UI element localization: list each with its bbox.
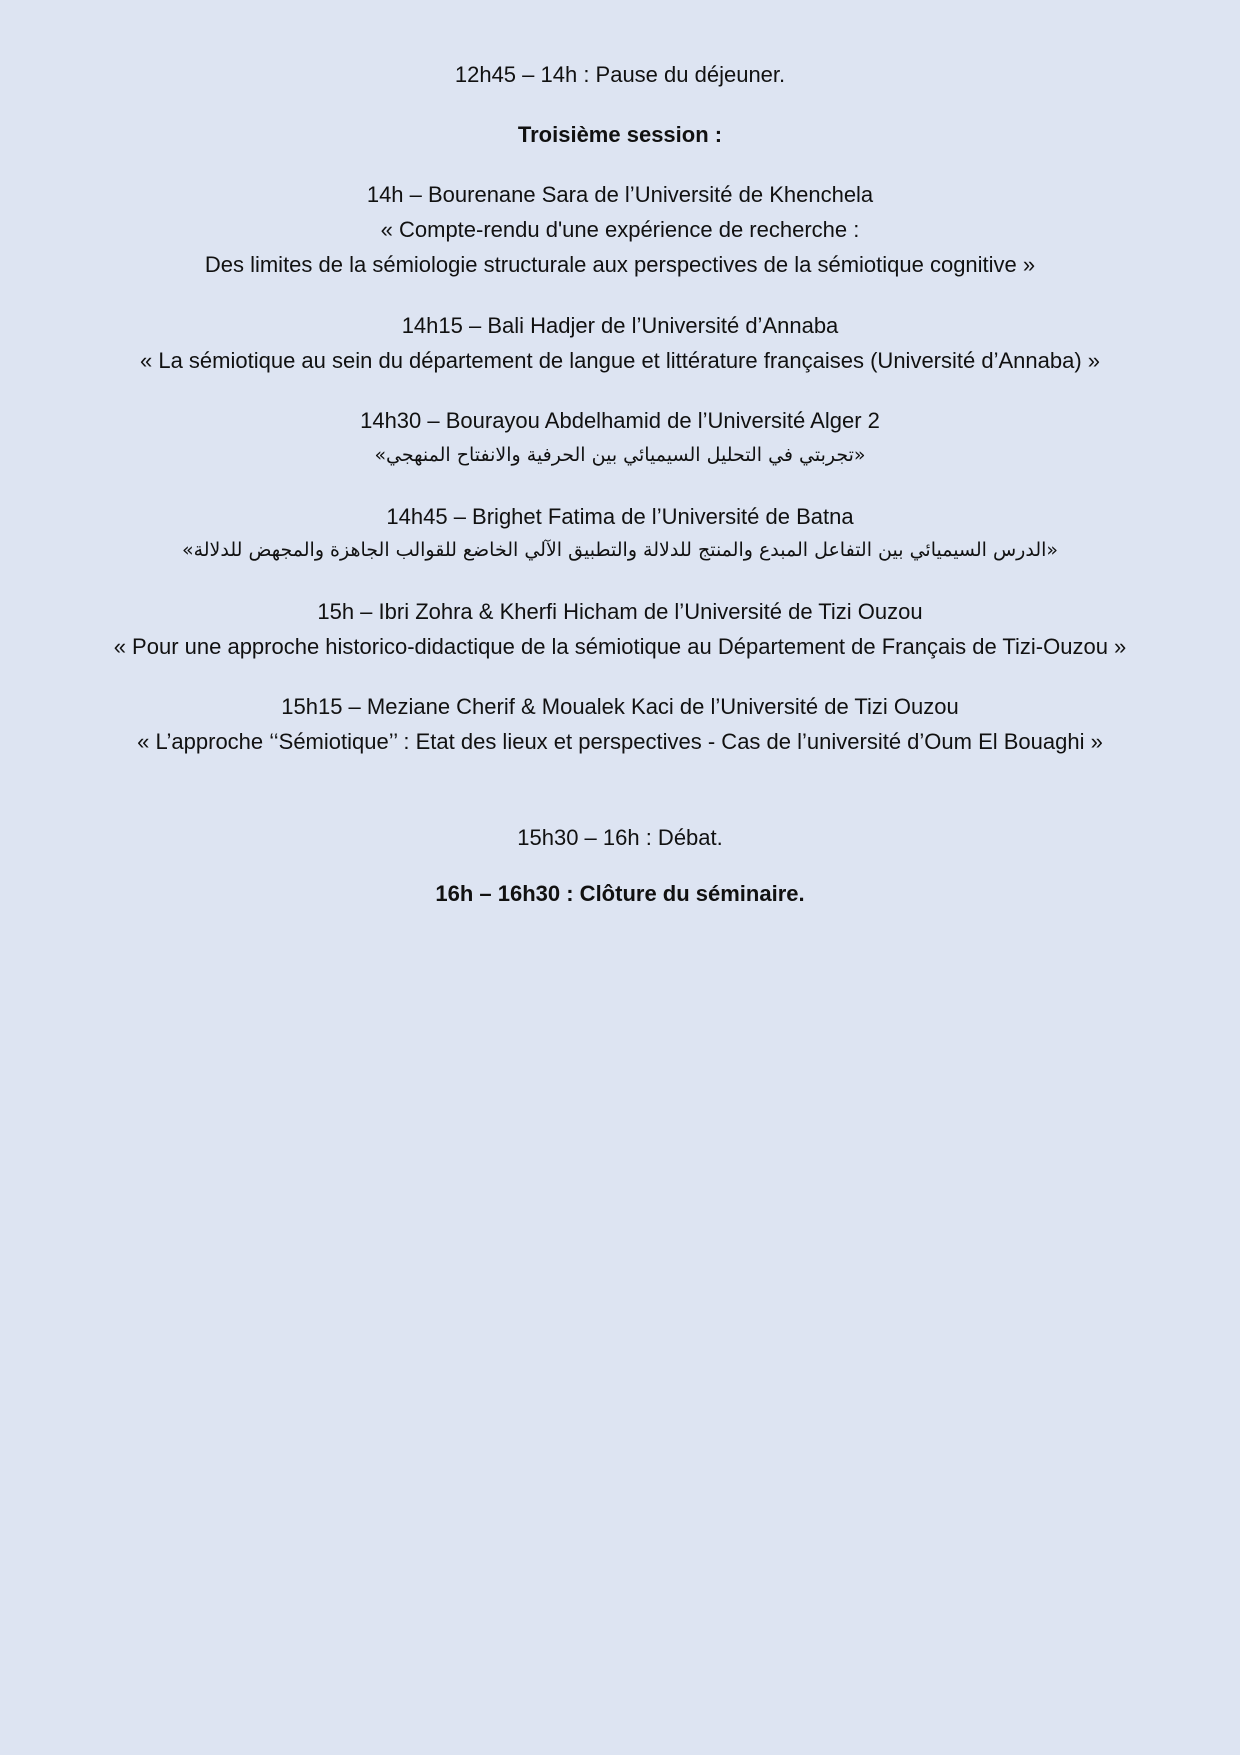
talk-6-speaker: 15h15 – Meziane Cherif & Moualek Kaci de l’Université de Tizi Ouzou [281, 694, 959, 719]
talk-4-speaker: 14h45 – Brighet Fatima de l’Université de Batna [386, 504, 854, 529]
talk-6-title: « L’approche ‘‘Sémiotique’’ : Etat des lieux et perspectives - Cas de l’université d’Oum El Bouaghi » [137, 729, 1103, 754]
talk-1-speaker: 14h – Bourenane Sara de l’Université de Khenchela [366, 182, 874, 207]
talk-2-title: « La sémiotique au sein du département de langue et littérature françaises (Université d’Annaba) » [139, 348, 1101, 373]
talk-5-title: « Pour une approche historico-didactique de la sémiotique au Département de Français de Tizi-Ouzou » [113, 634, 1127, 659]
lunch-break-line: 12h45 – 14h : Pause du déjeuner. [454, 62, 786, 87]
debate-line: 15h30 – 16h : Débat. [517, 825, 723, 850]
talk-5-speaker: 15h – Ibri Zohra & Kherfi Hicham de l’Université de Tizi Ouzou [317, 599, 923, 624]
talk-3-speaker: 14h30 – Bourayou Abdelhamid de l’Université Alger 2 [360, 408, 880, 433]
session-title: Troisième session : [517, 122, 723, 147]
closing-line: 16h – 16h30 : Clôture du séminaire. [435, 881, 805, 906]
talk-1-title-line-1: « Compte-rendu d'une expérience de recherche : [380, 217, 860, 242]
talk-2-speaker: 14h15 – Bali Hadjer de l’Université d’Annaba [401, 313, 839, 338]
talk-1-title-line-2: Des limites de la sémiologie structurale aux perspectives de la sémiotique cognitive » [204, 252, 1036, 277]
talk-4-title-arabic: «الدرس السيميائي بين التفاعل المبدع والمنتج للدلالة والتطبيق الآلي الخاضع للقوالب الجاهزة والمجهض للدلالة» [181, 539, 1059, 561]
talk-3-title-arabic: «تجربتي في التحليل السيميائي بين الحرفية والانفتاح المنهجي» [374, 444, 866, 466]
